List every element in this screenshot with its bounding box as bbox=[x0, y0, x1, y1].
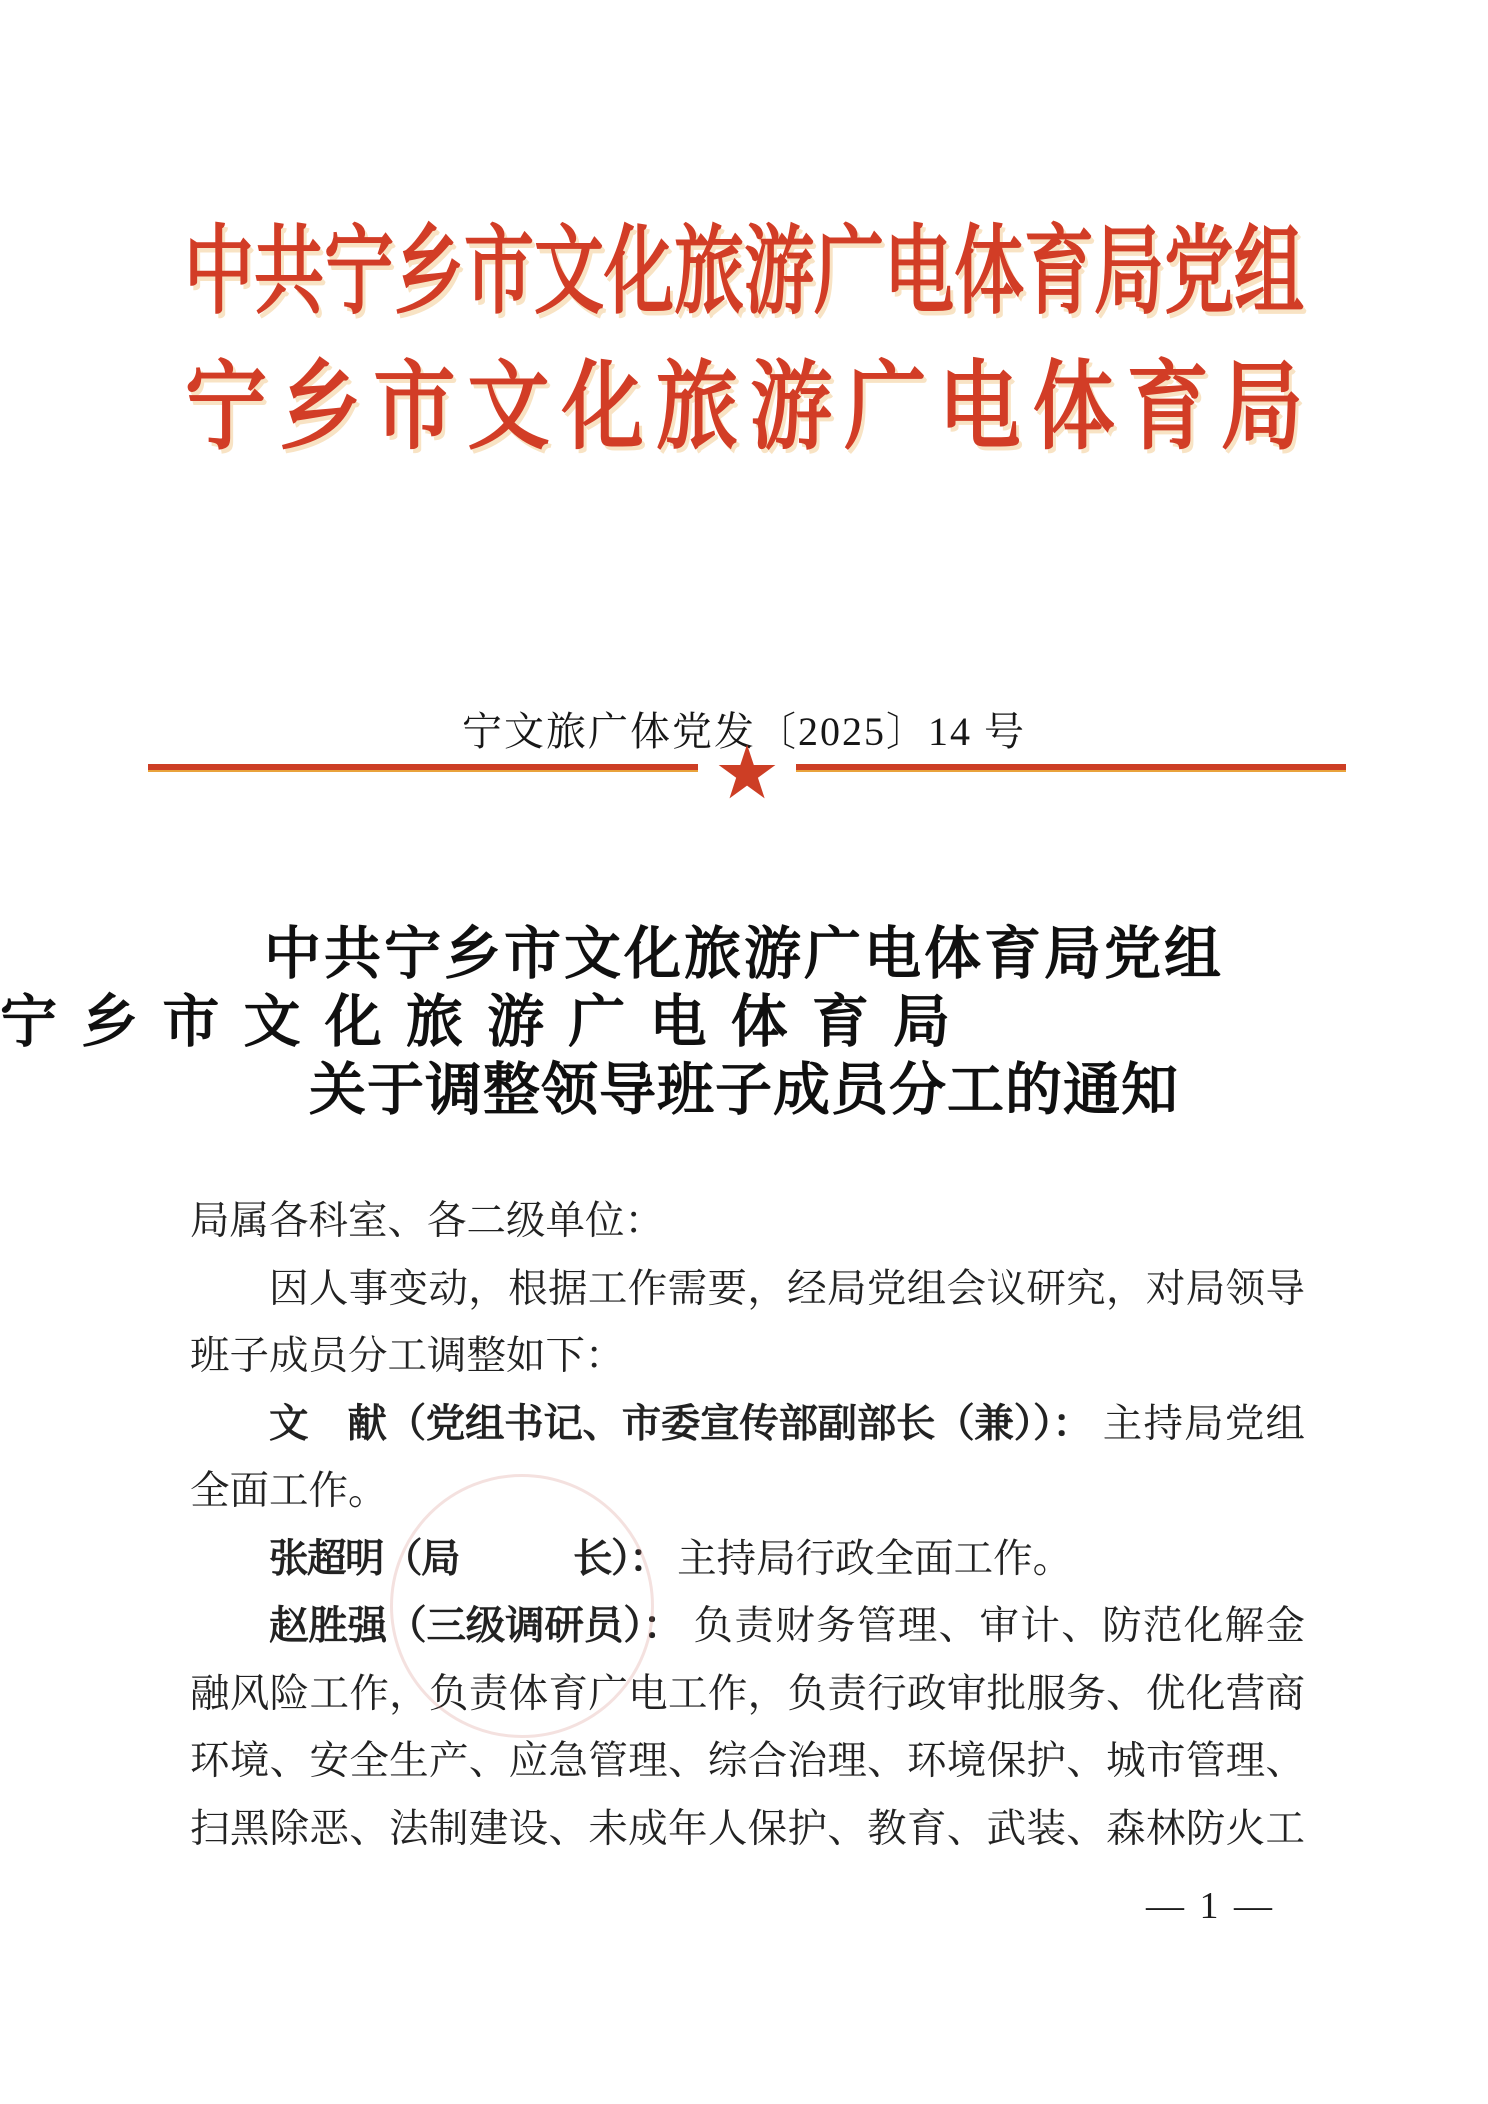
title-line-1: 中共宁乡市文化旅游广电体育局党组 bbox=[264, 923, 1224, 986]
member-name-and-role: 赵胜强（三级调研员）： bbox=[269, 1604, 683, 1648]
paragraph bbox=[190, 1256, 1305, 1391]
document-number: 宁文旅广体党发〔2025〕14 号 bbox=[462, 709, 1026, 754]
member-duty-text: 负责财务管理、审计、防范化解金融风险工作，负责体育广电工作，负责行政审批服务、优化营商环境、安全生产、应急管理、综合治理、环境保护、城市管理、扫黑除恶、法制建设、未成年人保护、教育、武装、森林防火工 bbox=[190, 1604, 1306, 1851]
document-title bbox=[0, 921, 1488, 1125]
divider-rule-right bbox=[796, 764, 1346, 772]
letterhead-line-1: 中共宁乡市文化旅游广电体育局党组 bbox=[184, 220, 1304, 327]
member-duty-text: 主持局行政全面工作。 bbox=[677, 1536, 1073, 1581]
member-duty-text: 主持局党组全面工作。 bbox=[190, 1401, 1306, 1513]
member-name-and-role: 张超明（局 长）： bbox=[269, 1536, 668, 1581]
document-body bbox=[190, 1188, 1305, 1863]
divider-rule-left bbox=[148, 764, 698, 772]
paragraph bbox=[190, 1526, 1305, 1594]
salutation: 局属各科室、各二级单位： bbox=[190, 1199, 664, 1243]
paragraph bbox=[190, 1391, 1305, 1526]
star-icon: ★ bbox=[713, 730, 781, 816]
page-number: — 1 — bbox=[1146, 1885, 1275, 1927]
title-line-3: 关于调整领导班子成员分工的通知 bbox=[309, 1059, 1179, 1122]
paragraph bbox=[190, 1593, 1305, 1863]
paragraph-text: 因人事变动，根据工作需要，经局党组会议研究，对局领导班子成员分工调整如下： bbox=[190, 1266, 1305, 1378]
letterhead-line-2: 宁乡市文化旅游广电体育局 bbox=[185, 354, 1303, 462]
member-name-and-role: 文 献（党组书记、市委宣传部副部长（兼））： bbox=[269, 1401, 1092, 1446]
title-line-2: 宁乡市文化旅游广电体育局 bbox=[0, 991, 950, 1054]
